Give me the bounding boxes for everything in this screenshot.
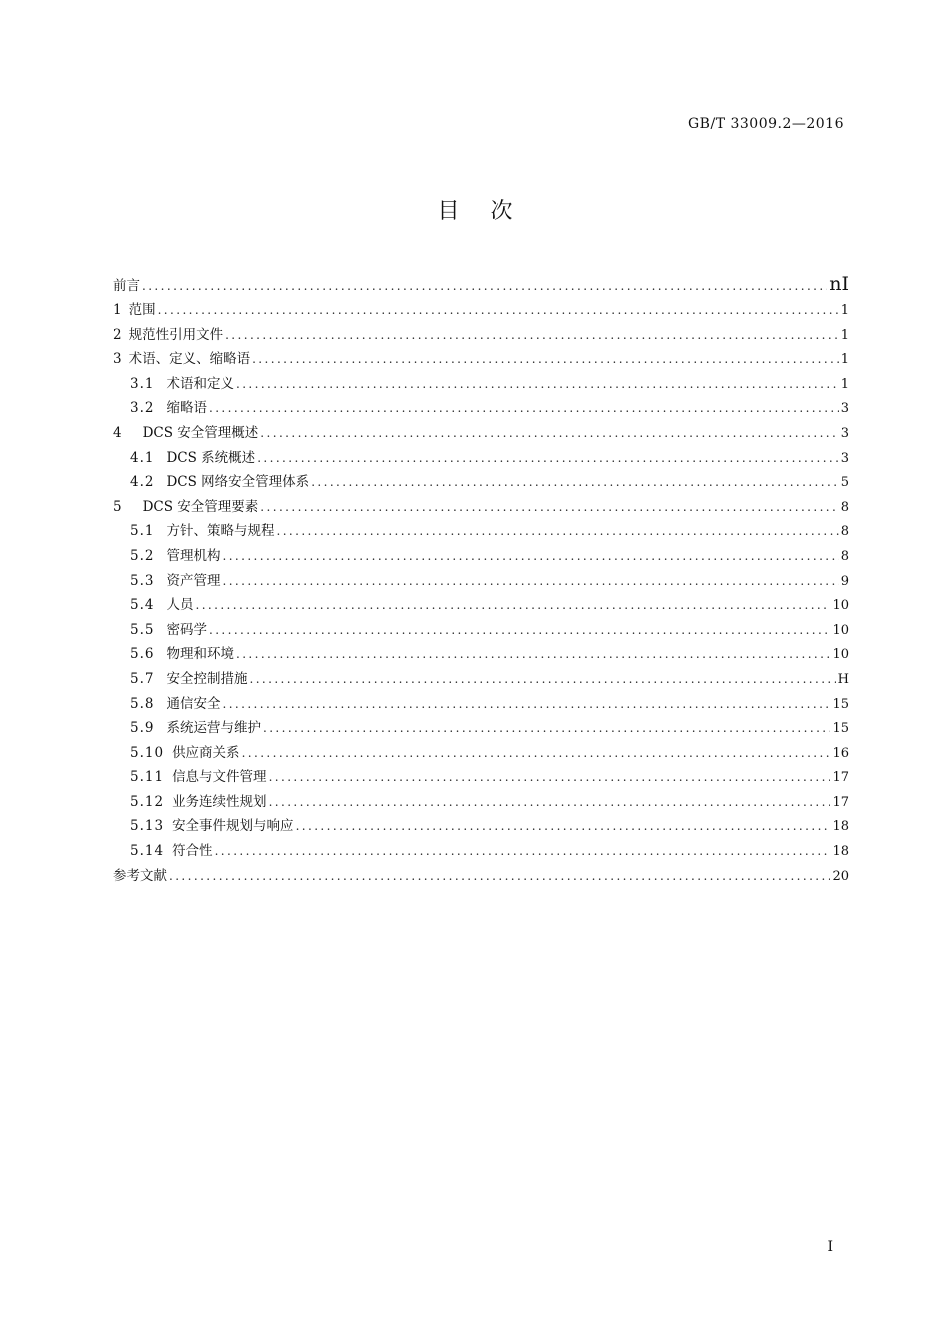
dot-leader: [209, 396, 839, 421]
toc-entry-label: [130, 470, 309, 495]
dot-leader: [222, 692, 830, 717]
toc-entry-section-5-11[interactable]: [113, 765, 849, 790]
toc-entry-title: 信息与文件管理: [172, 769, 267, 786]
toc-entry-title: DCS 网络安全管理体系: [166, 474, 310, 491]
toc-entry-label: [113, 495, 258, 520]
toc-entry-section-5-6[interactable]: [113, 642, 849, 667]
table-of-contents: [113, 272, 849, 888]
page-number: I: [827, 1239, 833, 1255]
toc-entry-section-2[interactable]: [113, 323, 849, 348]
toc-entry-label: [130, 839, 213, 864]
toc-entry-label: [130, 519, 274, 544]
toc-entry-section-5-9[interactable]: [113, 716, 849, 741]
toc-entry-page: 10: [832, 647, 849, 663]
page-title: 目 次: [437, 199, 525, 224]
dot-leader: [195, 593, 830, 618]
toc-entry-title: 规范性引用文件: [128, 326, 224, 343]
toc-entry-page: 18: [832, 819, 849, 835]
dot-leader: [236, 642, 830, 667]
toc-entry-title: 密码学: [166, 621, 207, 638]
toc-entry-number: 5.7: [130, 670, 155, 687]
toc-entry-page: nI: [829, 273, 849, 295]
toc-entry-page: 15: [832, 696, 849, 712]
toc-entry-label: [130, 716, 261, 741]
toc-entry-number: 5.3: [130, 572, 155, 589]
toc-entry-section-5-1[interactable]: [113, 519, 849, 544]
toc-entry-number: 4.2: [130, 474, 155, 491]
toc-entry-page: 20: [832, 868, 849, 884]
toc-entry-number: 5.4: [130, 597, 155, 614]
toc-entry-page: 9: [840, 573, 849, 589]
toc-entry-page: 1: [840, 376, 849, 392]
toc-entry-title: DCS 安全管理要素: [142, 498, 259, 515]
toc-entry-title: 物理和环境: [166, 646, 234, 663]
dot-leader: [269, 765, 831, 790]
toc-entry-label: [113, 298, 156, 323]
toc-entry-number: 5: [113, 498, 123, 515]
toc-entry-label: [130, 446, 255, 471]
dot-leader: [260, 495, 838, 520]
toc-entry-label: [130, 593, 193, 618]
toc-entry-label: [130, 667, 247, 692]
toc-entry-page: 8: [840, 499, 849, 515]
toc-entry-label: [130, 396, 207, 421]
toc-entry-label: [130, 790, 267, 815]
toc-entry-section-5-2[interactable]: [113, 544, 849, 569]
toc-entry-title: 方针、策略与规程: [166, 523, 275, 540]
toc-entry-section-5-5[interactable]: [113, 618, 849, 643]
toc-entry-title: 系统运营与维护: [166, 720, 261, 737]
toc-entry-label: [130, 372, 234, 397]
dot-leader: [225, 323, 839, 348]
toc-entry-page: 3: [840, 401, 849, 417]
toc-entry-title: 安全控制措施: [166, 670, 248, 687]
toc-entry-section-3[interactable]: [113, 347, 849, 372]
toc-entry-title: 缩略语: [166, 400, 207, 417]
toc-entry-page: 10: [832, 598, 849, 614]
toc-entry-number: 5.6: [130, 646, 155, 663]
toc-entry-number: 3.1: [130, 375, 155, 392]
toc-entry-label: [130, 642, 234, 667]
toc-entry-number: 5.9: [130, 720, 155, 737]
toc-entry-title: 安全事件规划与响应: [172, 818, 294, 835]
dot-leader: [296, 814, 831, 839]
toc-entry-bibliography[interactable]: [113, 864, 849, 889]
dot-leader: [269, 790, 831, 815]
toc-entry-section-5-3[interactable]: [113, 569, 849, 594]
toc-entry-number: 5.12: [130, 793, 165, 810]
toc-entry-number: 5.13: [130, 818, 165, 835]
toc-entry-page: 1: [840, 303, 849, 318]
toc-entry-section-5-12[interactable]: [113, 790, 849, 815]
toc-entry-page: 10: [832, 622, 849, 638]
toc-entry-section-4[interactable]: [113, 421, 849, 446]
toc-entry-label: [113, 274, 140, 299]
toc-entry-title: DCS 系统概述: [166, 449, 256, 466]
toc-entry-number: 5.14: [130, 843, 165, 860]
toc-entry-number: 5.1: [130, 523, 155, 540]
toc-entry-title: 供应商关系: [172, 744, 240, 761]
dot-leader: [252, 347, 839, 372]
dot-leader: [257, 446, 839, 471]
dot-leader: [260, 421, 838, 446]
toc-entry-label: [130, 692, 220, 717]
toc-entry-label: [130, 814, 294, 839]
toc-entry-number: 2: [113, 326, 123, 343]
dot-leader: [311, 470, 839, 495]
toc-entry-label: [130, 544, 220, 569]
toc-entry-number: 5.5: [130, 621, 155, 638]
toc-entry-page: 1: [840, 327, 849, 343]
toc-entry-section-4-2[interactable]: [113, 470, 849, 495]
dot-leader: [222, 569, 838, 594]
toc-entry-page: 1: [840, 352, 849, 368]
dot-leader: [158, 298, 839, 323]
toc-entry-label: [130, 741, 240, 766]
toc-entry-page: H: [837, 671, 849, 687]
toc-entry-label: [113, 347, 250, 372]
toc-entry-title: 前言: [113, 278, 140, 294]
toc-entry-section-5-8[interactable]: [113, 692, 849, 717]
toc-entry-label: [130, 618, 207, 643]
toc-entry-number: 3.2: [130, 400, 155, 417]
toc-entry-title: 管理机构: [166, 547, 221, 564]
toc-entry-label: [113, 323, 223, 348]
dot-leader: [263, 716, 830, 741]
toc-entry-page: 16: [832, 745, 849, 761]
dot-leader: [142, 274, 827, 299]
toc-entry-title: DCS 安全管理概述: [142, 424, 259, 441]
toc-entry-title: 术语和定义: [166, 375, 234, 392]
toc-entry-section-5-4[interactable]: [113, 593, 849, 618]
toc-entry-number: 1: [113, 302, 123, 318]
dot-leader: [169, 864, 830, 889]
toc-entry-section-5-14[interactable]: [113, 839, 849, 864]
toc-entry-number: 5.2: [130, 547, 155, 564]
toc-entry-section-5-10[interactable]: [113, 741, 849, 766]
toc-entry-page: 17: [832, 794, 849, 810]
toc-entry-page: 17: [832, 770, 849, 786]
toc-entry-label: [130, 765, 267, 790]
toc-entry-number: 5.10: [130, 744, 165, 761]
toc-entry-page: 5: [840, 475, 849, 491]
toc-entry-title: 参考文献: [113, 867, 167, 884]
toc-entry-title: 术语、定义、缩略语: [128, 351, 251, 368]
toc-entry-number: 5.11: [130, 769, 165, 786]
dot-leader: [236, 372, 839, 397]
toc-entry-number: 3: [113, 351, 123, 368]
toc-entry-label: [130, 569, 220, 594]
toc-entry-title: 符合性: [172, 843, 213, 860]
standard-number: GB/T 33009.2—2016: [688, 116, 844, 132]
toc-entry-page: 8: [840, 548, 849, 564]
dot-leader: [249, 667, 835, 692]
toc-entry-section-1[interactable]: [113, 298, 849, 323]
dot-leader: [276, 519, 838, 544]
dot-leader: [215, 839, 831, 864]
toc-entry-number: 4.1: [130, 449, 155, 466]
toc-entry-number: 5.8: [130, 695, 155, 712]
toc-entry-label: [113, 864, 167, 889]
toc-entry-section-5-13[interactable]: [113, 814, 849, 839]
toc-entry-number: 4: [113, 424, 123, 441]
toc-entry-label: [113, 421, 258, 446]
toc-entry-page: 3: [840, 450, 849, 466]
toc-entry-title: 资产管理: [166, 572, 221, 589]
toc-entry-page: 15: [832, 721, 849, 737]
toc-entry-page: 3: [840, 425, 849, 441]
toc-entry-section-3-1[interactable]: [113, 372, 849, 397]
dot-leader: [222, 544, 838, 569]
toc-entry-section-5[interactable]: [113, 495, 849, 520]
toc-entry-section-3-2[interactable]: [113, 396, 849, 421]
dot-leader: [242, 741, 831, 766]
toc-entry-title: 业务连续性规划: [172, 793, 267, 810]
toc-entry-page: 8: [840, 524, 849, 540]
toc-entry-title: 范围: [128, 302, 156, 318]
toc-entry-title: 人员: [166, 597, 194, 614]
toc-entry-title: 通信安全: [166, 695, 221, 712]
toc-entry-page: 18: [832, 844, 849, 860]
dot-leader: [209, 618, 830, 643]
toc-entry-section-4-1[interactable]: [113, 446, 849, 471]
toc-entry-section-5-7[interactable]: [113, 667, 849, 692]
toc-entry-foreword[interactable]: [113, 272, 849, 298]
